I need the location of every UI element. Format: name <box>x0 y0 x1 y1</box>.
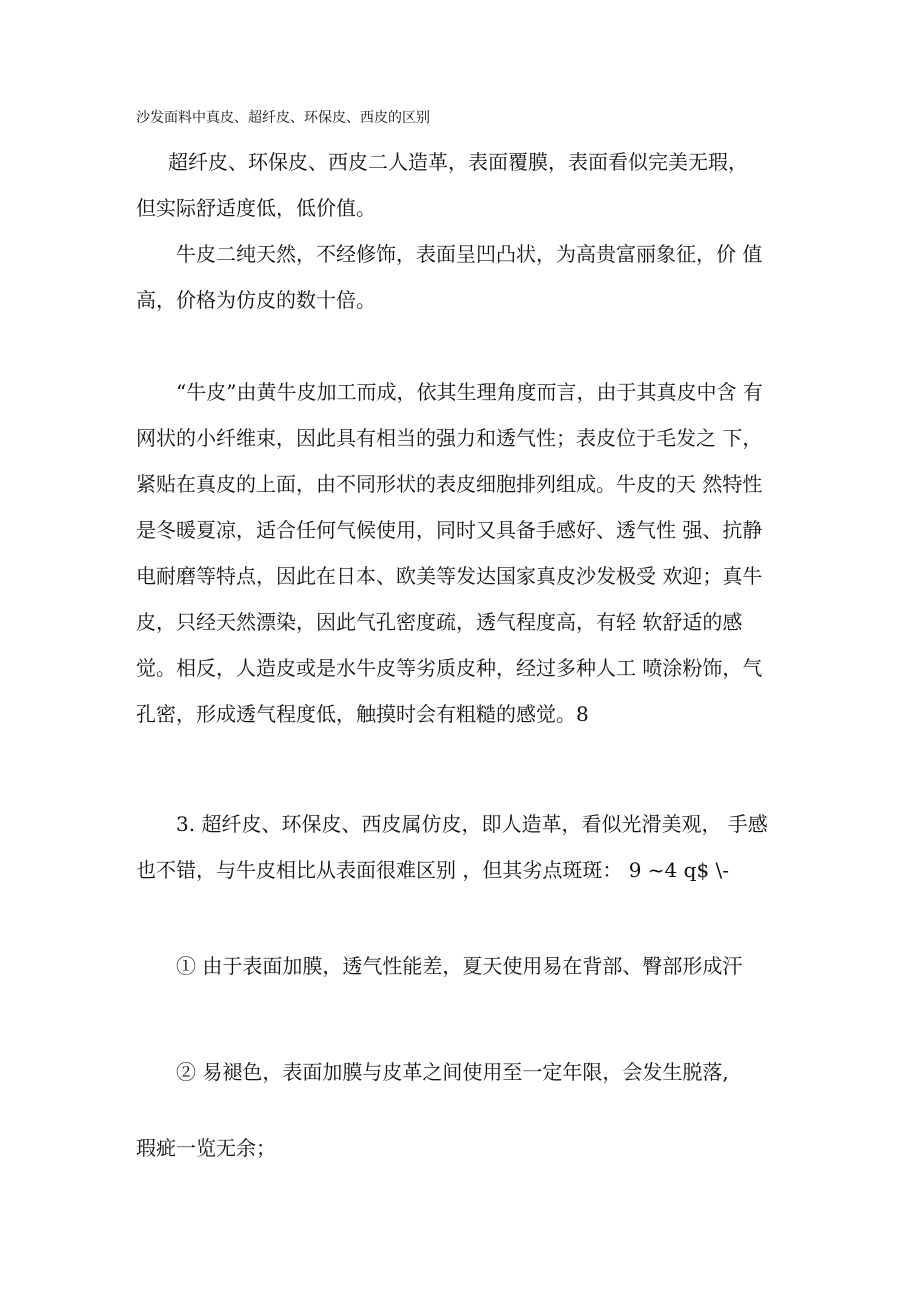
paragraph-3-line-4: 是冬暖夏凉，适合任何气候使用，同时又具备手感好、透气性 强、抗静 <box>136 518 763 542</box>
paragraph-1-line-2: 但实际舒适度低，低价值。 <box>136 196 376 220</box>
paragraph-3-line-6: 皮，只经天然漂染，因此气孔密度疏，透气程度高，有轻 软舒适的感 <box>136 610 743 634</box>
paragraph-3-line-5: 电耐磨等特点，因此在日本、欧美等发达国家真皮沙发极受 欢迎；真牛 <box>136 564 763 588</box>
list-item-2: ② 易褪色，表面加膜与皮革之间使用至一定年限，会发生脱落, <box>176 1060 729 1084</box>
document-title: 沙发面料中真皮、超纤皮、环保皮、西皮的区别 <box>136 110 430 126</box>
paragraph-3-line-3: 紧贴在真皮的上面，由不同形状的表皮细胞排列组成。牛皮的天 然特性 <box>136 472 763 496</box>
paragraph-2-line-2: 高，价格为仿皮的数十倍。 <box>136 288 376 312</box>
paragraph-4-line-1: 3. 超纤皮、环保皮、西皮属仿皮，即人造革，看似光滑美观， 手感 <box>176 812 768 836</box>
paragraph-3-line-7: 觉。相反，人造皮或是水牛皮等劣质皮种，经过多种人工 喷涂粉饰，气 <box>136 656 763 680</box>
paragraph-2-line-1: 牛皮二纯天然，不经修饰，表面呈凹凸状，为高贵富丽象征，价 值 <box>176 242 763 266</box>
paragraph-3-line-2: 网状的小纤维束，因此具有相当的强力和透气性；表皮位于毛发之 下， <box>136 426 763 450</box>
list-item-2-continuation: 瑕疵一览无余； <box>136 1136 276 1160</box>
paragraph-3-line-1: “牛皮”由黄牛皮加工而成，依其生理角度而言，由于其真皮中含 有 <box>176 380 763 404</box>
paragraph-1-line-1: 超纤皮、环保皮、西皮二人造革，表面覆膜，表面看似完美无瑕， <box>168 150 748 174</box>
paragraph-3-line-8: 孔密，形成透气程度低，触摸时会有粗糙的感觉。8 <box>136 702 589 726</box>
paragraph-4-line-2: 也不错，与牛皮相比从表面很难区别 ，但其劣点斑斑： 9 ~4 q$ \- <box>136 858 730 882</box>
list-item-1: ① 由于表面加膜，透气性能差，夏天使用易在背部、臀部形成汗 <box>176 954 743 978</box>
